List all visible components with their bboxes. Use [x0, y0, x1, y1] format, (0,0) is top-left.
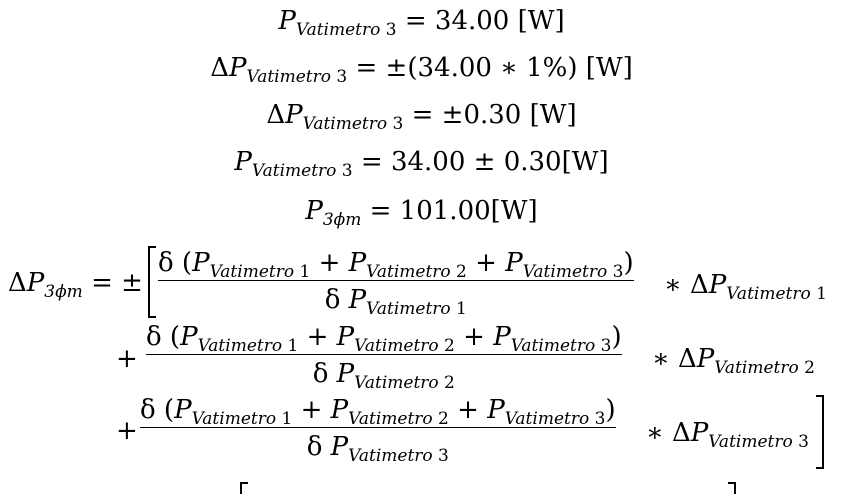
plus-sign-2: + — [116, 344, 138, 374]
plus-sign-3: + — [116, 416, 138, 446]
fraction-term-3: δ $(P_{Vatimetro 1} + P_{Vatimetro 2} + P_{Vatimetro 3})$ δ $P_{Vatimetro 3}$ — [140, 395, 616, 466]
p3phi-value: = 101.00[W] — [369, 196, 538, 226]
equation-p3-result: $P_{Vatimetro 3} = 34.00 \pm 0.30[W]$ — [234, 147, 609, 181]
term-2-multiplier: ∗ $\Delta P_{Vatimetro 2}$ — [652, 344, 815, 378]
delta-p3phi-lhs: $\Delta P_{3\phi m}$ = ± — [8, 268, 143, 302]
right-bracket — [816, 395, 824, 469]
delta-p3-value: = ±0.30 [W] — [411, 100, 577, 130]
equation-p3: $P_{Vatimetro 3} = 34.00$ [W] — [278, 6, 565, 40]
delta-p3-expression: = ±(34.00 ∗ 1%) [W] — [355, 53, 633, 83]
p3-result: = 34.00 ± 0.30[W] — [360, 147, 609, 177]
term-1-multiplier: ∗ $\Delta P_{Vatimetro 1}$ — [664, 270, 827, 304]
p3-value: = 34.00 [W] — [404, 6, 565, 36]
next-line-right-bracket — [728, 482, 736, 494]
equation-p3phi: $P_{3\phi m} = 101.00[W]$ — [305, 196, 538, 230]
next-line-left-bracket — [240, 482, 248, 494]
fraction-term-1: δ $(P_{Vatimetro 1} + P_{Vatimetro 2} + P_{Vatimetro 3})$ δ $P_{Vatimetro 1}$ — [158, 248, 634, 319]
term-3-multiplier: ∗ $\Delta P_{Vatimetro 3}$ — [646, 418, 809, 452]
left-bracket — [148, 246, 156, 318]
equation-delta-p3-expr: $\Delta P_{Vatimetro 3} = \pm(34.00$ ∗ 1%) [W] — [210, 53, 633, 87]
fraction-term-2: δ $(P_{Vatimetro 1} + P_{Vatimetro 2} + P_{Vatimetro 3})$ δ $P_{Vatimetro 2}$ — [146, 322, 622, 393]
equation-delta-p3-value: $\Delta P_{Vatimetro 3} = \pm 0.30$ [W] — [266, 100, 577, 134]
